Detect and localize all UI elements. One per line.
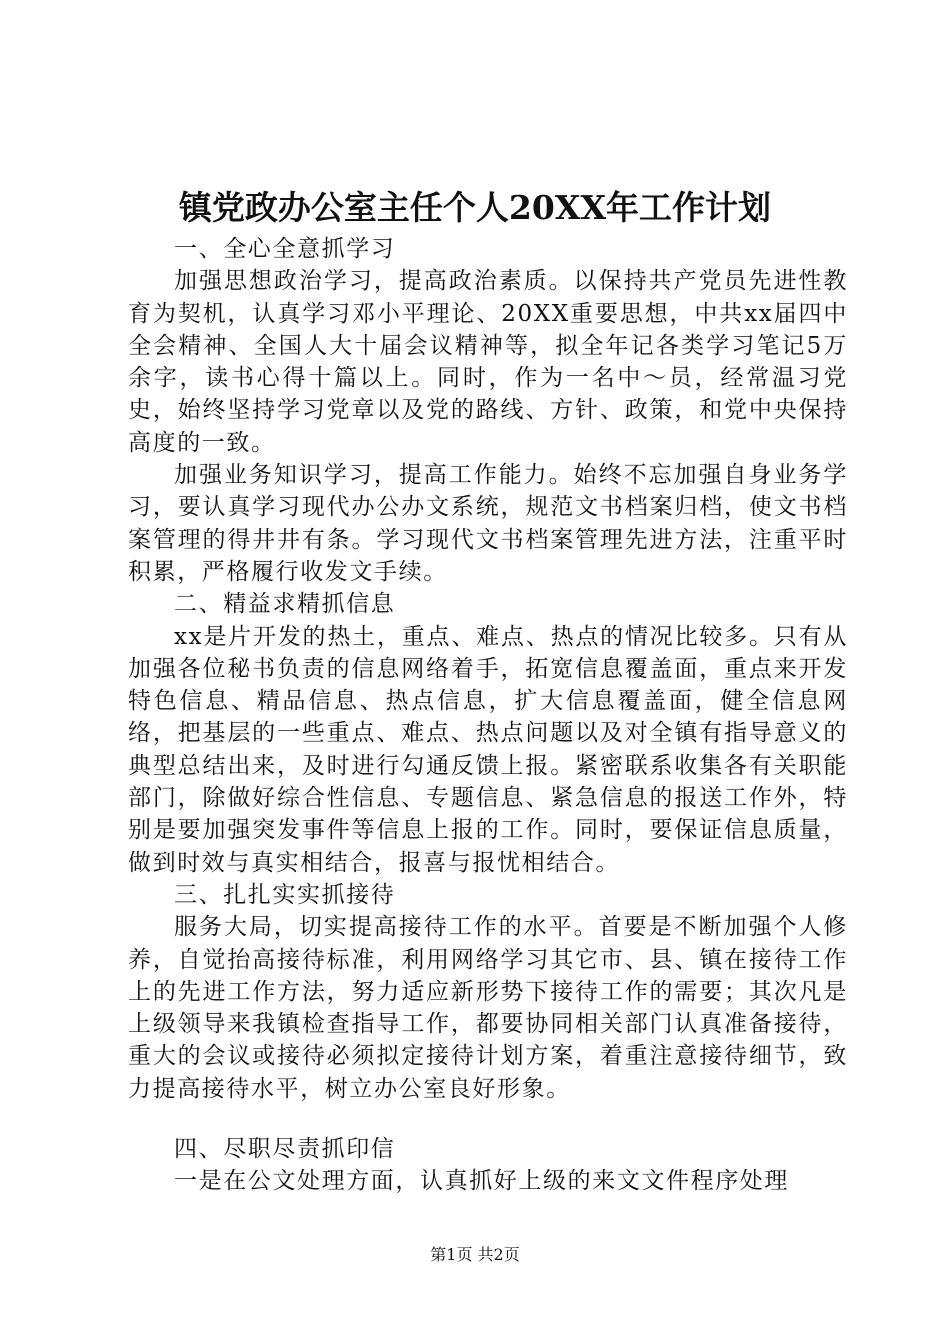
section-heading-seals: 四、尽职尽责抓印信 xyxy=(174,1136,396,1163)
paragraph-reception: 服务大局，切实提高接待工作的水平。首要是不断加强个人修养，自觉抬高接待标准，利用网络学习其它市、县、镇在接待工作上的先进工作方法，努力适应新形势下接待工作的需要；其次凡是上级领导来我镇检查指导工作，都要协同相关部门认真准备接待，重大的会议或接待必须拟定接待计划方案，着重注意接待细节，致力提高接待水平，树立办公室良好形象。 xyxy=(128,914,848,1102)
section-heading-information: 二、精益求精抓信息 xyxy=(174,591,396,618)
paragraph-business-study: 加强业务知识学习，提高工作能力。始终不忘加强自身业务学习，要认真学习现代办公办文系统，规范文书档案归档，使文书档案管理的得井井有条。学习现代文书档案管理先进方法，注重平时积累，严格履行收发文手续。 xyxy=(128,462,848,585)
page-footer: 第1页 共2页 xyxy=(430,1245,520,1264)
paragraph-information: xx是片开发的热土，重点、难点、热点的情况比较多。只有从加强各位秘书负责的信息网络着手，拓宽信息覆盖面，重点来开发特色信息、精品信息、热点信息，扩大信息覆盖面，健全信息网络，把基层的一些重点、难点、热点问题以及对全镇有指导意义的典型总结出来，及时进行勾通反馈上报。紧密联系收集各有关职能部门，除做好综合性信息、专题信息、紧急信息的报送工作外，特别是要加强突发事件等信息上报的工作。同时，要保证信息质量，做到时效与真实相结合，报喜与报忧相结合。 xyxy=(128,623,848,876)
section-heading-reception: 三、扎扎实实抓接待 xyxy=(174,881,396,908)
document-body xyxy=(128,233,848,1198)
paragraph-political-study: 加强思想政治学习，提高政治素质。以保持共产党员先进性教育为契机，认真学习邓小平理论、20XX重要思想，中共xx届四中全会精神、全国人大十届会议精神等，拟全年记各类学习笔记5万余字，读书心得十篇以上。同时，作为一名中～员，经常温习党史，始终坚持学习党章以及党的路线、方针、政策，和党中央保持高度的一致。 xyxy=(128,268,848,456)
document-title: 镇党政办公室主任个人20XX年工作计划 xyxy=(178,188,772,227)
paragraph-seals: 一是在公文处理方面，认真抓好上级的来文文件程序处理 xyxy=(174,1168,789,1195)
section-heading-study: 一、全心全意抓学习 xyxy=(174,236,396,262)
